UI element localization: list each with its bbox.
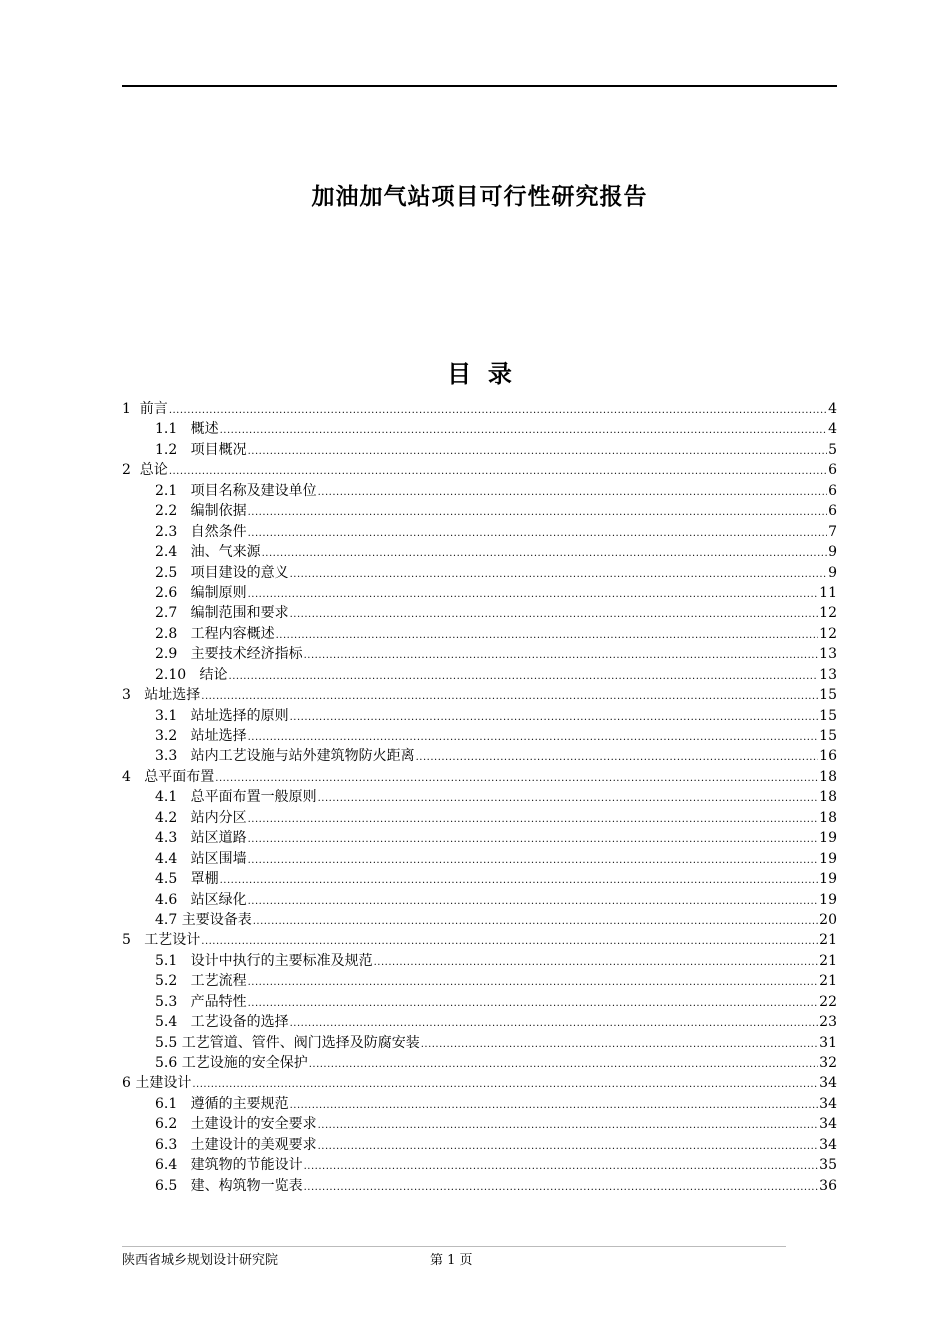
toc-entry[interactable] xyxy=(122,930,837,950)
toc-dot-leader xyxy=(248,728,819,748)
toc-entry-page: 34 xyxy=(819,1136,837,1153)
toc-entry[interactable] xyxy=(122,910,837,930)
toc-dot-leader xyxy=(416,748,819,768)
toc-entry-page: 4 xyxy=(828,421,837,438)
toc-entry[interactable] xyxy=(122,481,837,501)
toc-entry-page: 31 xyxy=(819,1034,837,1051)
toc-entry-title: 2.1 项目名称及建设单位 xyxy=(155,482,317,499)
toc-entry-page: 13 xyxy=(819,646,837,663)
toc-dot-leader xyxy=(248,973,819,993)
toc-entry[interactable] xyxy=(122,685,837,705)
toc-entry[interactable] xyxy=(122,1114,837,1134)
toc-entry-page: 11 xyxy=(819,584,837,601)
toc-entry-page: 36 xyxy=(819,1177,837,1194)
toc-entry-title: 6.3 土建设计的美观要求 xyxy=(155,1136,317,1153)
toc-entry-page: 32 xyxy=(819,1055,837,1071)
toc-entry-page: 20 xyxy=(819,911,837,928)
toc-entry-page: 19 xyxy=(819,891,837,908)
toc-entry-title: 2.3 自然条件 xyxy=(155,523,247,540)
toc-entry[interactable] xyxy=(122,563,837,583)
toc-entry-page: 6 xyxy=(828,503,837,520)
toc-dot-leader xyxy=(201,932,818,952)
toc-dot-leader xyxy=(318,1137,819,1157)
toc-entry-page: 21 xyxy=(819,973,837,990)
toc-entry-page: 34 xyxy=(819,1075,837,1092)
toc-entry-title: 4.2 站内分区 xyxy=(155,809,247,826)
toc-entry-page: 21 xyxy=(819,932,837,949)
toc-dot-leader xyxy=(253,912,818,932)
toc-entry-title: 5.1 设计中执行的主要标准及规范 xyxy=(155,952,373,969)
toc-entry-title: 2.10 结论 xyxy=(155,666,228,683)
toc-entry[interactable] xyxy=(122,849,837,869)
toc-entry[interactable] xyxy=(122,644,837,664)
toc-entry[interactable] xyxy=(122,869,837,889)
toc-entry-title: 6.5 建、构筑物一览表 xyxy=(155,1177,303,1194)
toc-entry-page: 18 xyxy=(819,809,837,826)
toc-entry[interactable] xyxy=(122,542,837,562)
toc-entry[interactable] xyxy=(122,767,837,787)
toc-entry-title: 4.7 主要设备表 xyxy=(155,911,252,928)
toc-entry[interactable] xyxy=(122,951,837,971)
toc-entry[interactable] xyxy=(122,971,837,991)
toc-dot-leader xyxy=(290,1014,819,1034)
footer-rule xyxy=(122,1246,786,1247)
toc-entry-title: 5.6 工艺设施的安全保护 xyxy=(155,1055,308,1071)
toc-entry-title: 5.4 工艺设备的选择 xyxy=(155,1014,289,1031)
toc-entry-title: 3.2 站址选择 xyxy=(155,728,247,744)
header-rule xyxy=(122,85,837,87)
toc-dot-leader xyxy=(248,503,827,523)
toc-entry-page: 21 xyxy=(819,952,837,969)
toc-entry-page: 19 xyxy=(819,871,837,888)
toc-entry[interactable] xyxy=(122,1135,837,1155)
table-of-contents xyxy=(122,399,837,1196)
toc-entry[interactable] xyxy=(122,992,837,1012)
toc-entry[interactable] xyxy=(122,1053,837,1073)
toc-entry-title: 1.1 概述 xyxy=(155,421,219,438)
toc-dot-leader xyxy=(290,565,827,585)
toc-entry-title: 1 前言 xyxy=(122,401,168,417)
toc-entry-page: 6 xyxy=(828,482,837,499)
toc-entry-title: 5 工艺设计 xyxy=(122,932,201,949)
toc-entry-title: 2.9 主要技术经济指标 xyxy=(155,646,303,663)
toc-entry-page: 15 xyxy=(819,728,837,744)
toc-dot-leader xyxy=(304,1157,819,1177)
toc-dot-leader xyxy=(421,1035,818,1055)
toc-entry-page: 22 xyxy=(819,993,837,1010)
toc-dot-leader xyxy=(304,1178,819,1198)
toc-entry-title: 6.4 建筑物的节能设计 xyxy=(155,1157,303,1174)
toc-entry-page: 9 xyxy=(828,564,837,581)
toc-entry-page: 19 xyxy=(819,850,837,867)
toc-entry-title: 5.3 产品特性 xyxy=(155,993,247,1010)
toc-entry[interactable] xyxy=(122,501,837,521)
toc-entry-title: 4.6 站区绿化 xyxy=(155,891,247,908)
toc-dot-leader xyxy=(262,544,827,564)
toc-entry[interactable] xyxy=(122,419,837,439)
toc-entry-page: 19 xyxy=(819,830,837,847)
toc-entry-title: 2.8 工程内容概述 xyxy=(155,625,275,642)
toc-dot-leader xyxy=(192,1075,818,1095)
footer-organization: 陕西省城乡规划设计研究院 xyxy=(122,1253,279,1268)
toc-entry-title: 2.7 编制范围和要求 xyxy=(155,605,289,622)
toc-entry[interactable] xyxy=(122,440,837,460)
toc-heading: 目 录 xyxy=(447,359,512,388)
toc-entry-title: 5.5 工艺管道、管件、阀门选择及防腐安装 xyxy=(155,1034,420,1051)
toc-entry-title: 6 土建设计 xyxy=(122,1075,192,1092)
toc-entry-page: 13 xyxy=(819,666,837,683)
toc-entry[interactable] xyxy=(122,746,837,766)
toc-entry[interactable] xyxy=(122,1012,837,1032)
toc-entry-title: 2.4 油、气来源 xyxy=(155,544,261,561)
toc-entry-page: 5 xyxy=(828,441,837,458)
toc-entry[interactable] xyxy=(122,460,837,480)
toc-entry-page: 18 xyxy=(819,768,837,785)
toc-entry[interactable] xyxy=(122,1094,837,1114)
toc-entry-title: 2 总论 xyxy=(122,462,168,479)
toc-entry-title: 1.2 项目概况 xyxy=(155,441,247,458)
toc-entry-page: 16 xyxy=(819,748,837,765)
toc-dot-leader xyxy=(374,953,819,973)
toc-dot-leader xyxy=(169,401,827,421)
toc-dot-leader xyxy=(248,830,819,850)
toc-dot-leader xyxy=(318,1116,819,1136)
toc-dot-leader xyxy=(290,708,819,728)
document-title: 加油加气站项目可行性研究报告 xyxy=(311,183,648,210)
toc-entry[interactable] xyxy=(122,665,837,685)
toc-entry-title: 4.5 罩棚 xyxy=(155,871,219,888)
footer-page-number: 第 1 页 xyxy=(430,1253,473,1268)
toc-entry-title: 3 站址选择 xyxy=(122,687,201,704)
toc-entry[interactable] xyxy=(122,726,837,746)
toc-dot-leader xyxy=(248,810,819,830)
toc-entry[interactable] xyxy=(122,1033,837,1053)
toc-entry[interactable] xyxy=(122,890,837,910)
toc-dot-leader xyxy=(309,1055,818,1075)
toc-entry-title: 4.4 站区围墙 xyxy=(155,850,247,867)
toc-entry[interactable] xyxy=(122,1176,837,1196)
toc-entry-page: 34 xyxy=(819,1116,837,1133)
toc-dot-leader xyxy=(318,483,827,503)
toc-dot-leader xyxy=(248,851,819,871)
toc-entry-title: 6.1 遵循的主要规范 xyxy=(155,1095,289,1112)
toc-dot-leader xyxy=(248,442,827,462)
toc-entry-page: 4 xyxy=(828,401,837,417)
toc-entry[interactable] xyxy=(122,1155,837,1175)
toc-dot-leader xyxy=(290,605,819,625)
toc-entry-title: 4.1 总平面布置一般原则 xyxy=(155,789,317,806)
toc-entry-title: 2.2 编制依据 xyxy=(155,503,247,520)
toc-entry[interactable] xyxy=(122,808,837,828)
toc-dot-leader xyxy=(201,687,818,707)
toc-entry-title: 5.2 工艺流程 xyxy=(155,973,247,990)
toc-entry-page: 7 xyxy=(828,523,837,540)
toc-entry-page: 12 xyxy=(819,605,837,622)
toc-entry[interactable] xyxy=(122,787,837,807)
toc-dot-leader xyxy=(276,626,819,646)
toc-dot-leader xyxy=(248,524,827,544)
toc-entry-page: 6 xyxy=(828,462,837,479)
toc-entry-title: 6.2 土建设计的安全要求 xyxy=(155,1116,317,1133)
toc-entry-page: 35 xyxy=(819,1157,837,1174)
toc-entry[interactable] xyxy=(122,603,837,623)
toc-entry-title: 4.3 站区道路 xyxy=(155,830,247,847)
toc-entry-title: 3.3 站内工艺设施与站外建筑物防火距离 xyxy=(155,748,415,765)
toc-dot-leader xyxy=(220,871,819,891)
toc-dot-leader xyxy=(248,994,819,1014)
toc-entry-title: 4 总平面布置 xyxy=(122,768,215,785)
toc-entry[interactable] xyxy=(122,828,837,848)
toc-entry[interactable] xyxy=(122,399,837,419)
toc-dot-leader xyxy=(229,667,819,687)
toc-entry-page: 18 xyxy=(819,789,837,806)
toc-dot-leader xyxy=(215,769,818,789)
toc-entry-page: 23 xyxy=(819,1014,837,1031)
toc-dot-leader xyxy=(169,462,827,482)
toc-dot-leader xyxy=(304,646,819,666)
toc-entry-title: 2.5 项目建设的意义 xyxy=(155,564,289,581)
toc-entry-page: 15 xyxy=(819,687,837,704)
toc-entry[interactable] xyxy=(122,706,837,726)
toc-entry[interactable] xyxy=(122,624,837,644)
toc-entry-page: 34 xyxy=(819,1095,837,1112)
toc-entry-page: 9 xyxy=(828,544,837,561)
toc-entry[interactable] xyxy=(122,1073,837,1093)
toc-entry-page: 12 xyxy=(819,625,837,642)
toc-dot-leader xyxy=(318,789,819,809)
toc-dot-leader xyxy=(248,892,819,912)
toc-dot-leader xyxy=(248,585,819,605)
toc-dot-leader xyxy=(290,1096,819,1116)
toc-entry-page: 15 xyxy=(819,707,837,724)
toc-entry[interactable] xyxy=(122,583,837,603)
toc-entry[interactable] xyxy=(122,522,837,542)
toc-entry-title: 3.1 站址选择的原则 xyxy=(155,707,289,724)
toc-entry-title: 2.6 编制原则 xyxy=(155,584,247,601)
toc-dot-leader xyxy=(220,421,827,441)
